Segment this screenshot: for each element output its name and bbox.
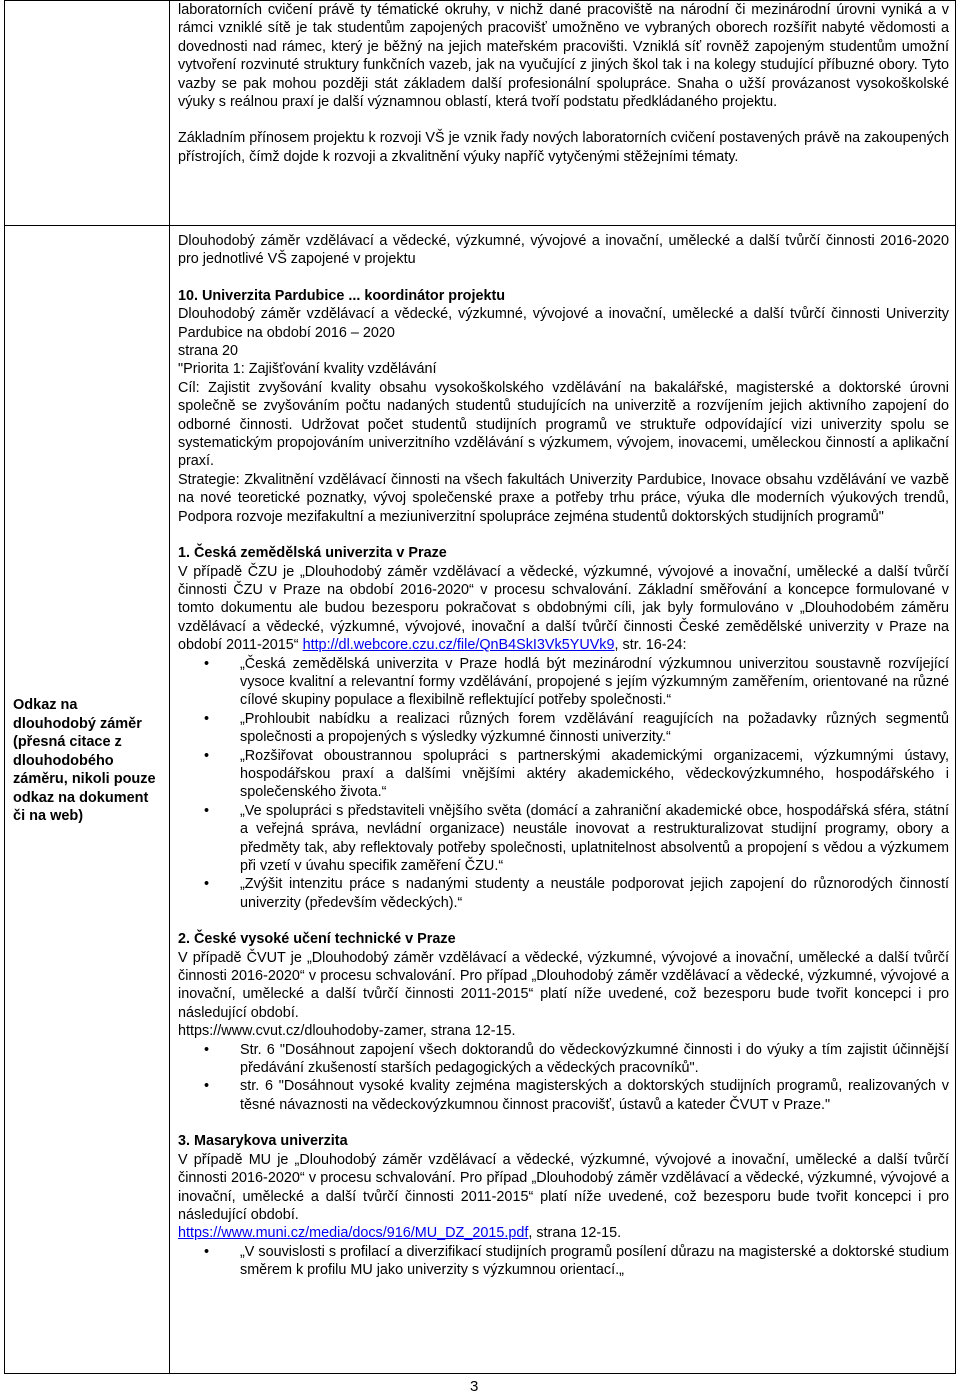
list-item: • „Ve spolupráci s představiteli vnějšího světa (domácí a zahraniční akademické obce, hospodářská sféra, státní a veřejná správa, nevládní organizace) neustále inovovat a restrukturalizovat studijní programy, obory a předměty tak, aby reflektovaly potřeby společnosti, uplatnitelnost absolventů a propojení s vědou a výzkumem při vzetí v úvahu specifik zaměření ČZU.“ [204, 802, 949, 874]
upa-line: Strategie: Zkvalitnění vzdělávací činnosti na všech fakultách Univerzity Pardubice, Inovace obsahu vzdělávání ve vazbě na nové teoretické poznatky, vývoj společenské praxe a potřeby trhu práce, výuka dle moderních výukových trendů, Podpora rozvoje mezifakultní a meziuniverzitní spolupráce zejména studentů doktorských studijních programů" [178, 471, 949, 525]
page-number: 3 [470, 1378, 479, 1395]
left-cell-empty [5, 1, 170, 226]
bullet-icon: • [204, 747, 210, 764]
upa-line: Cíl: Zajistit zvyšování kvality obsahu vysokoškolského vzdělávání na bakalářské, magisterské a doktorské úrovni společně se zvyšováním počtu nadaných studentů studujících na univerzitě a rozvíjením jejich aktivního zapojení do odborné činnosti. Udržovat počet studentů studijních programů ve struktuře odpovídající vizi univerzity spolu se systematickým propojováním univerzitního vzdělávání s výzkumem, vývojem, inovacemi, uměleckou činností a aplikační praxí. [178, 379, 949, 470]
mu-heading: 3. Masarykova univerzita [178, 1133, 348, 1150]
bullet-icon: • [204, 710, 210, 727]
czu-heading: 1. Česká zemědělská univerzita v Praze [178, 545, 447, 562]
list-item: • „V souvislosti s profilací a diverzifikací studijních programů posílení důrazu na magisterské a doktorské studium směrem k profilu MU jako univerzity s výzkumnou orientací.„ [204, 1243, 949, 1279]
row-label: Odkaz na dlouhodobý záměr (přesná citace z dlouhodobého záměru, nikoli pouze odkaz na dokument či na web) [13, 697, 156, 824]
upa-heading: 10. Univerzita Pardubice ... koordinátor projektu [178, 287, 506, 304]
bullet-icon: • [204, 802, 210, 819]
list-item: • str. 6 "Dosáhnout vysoké kvality zejména magisterských a doktorských studijních programů, realizovaných v těsné návaznosti na vědeckovýzkumnou činnost pracovišť, ústavů a kateder ČVUT v Praze." [204, 1078, 949, 1113]
czu-bullet-list [178, 655, 949, 913]
left-cell-label [5, 226, 170, 1374]
czu-link[interactable]: http://dl.webcore.czu.cz/file/QnB4SkI3Vk5YUVk9 [302, 637, 615, 654]
upa-line: Dlouhodobý záměr vzdělávací a vědecké, výzkumné, vývojové a inovační, umělecké a další tvůrčí činnosti Univerzity Pardubice na období 2016 – 2020 [178, 306, 949, 341]
upa-line: "Priorita 1: Zajišťování kvality vzdělávání [178, 361, 437, 378]
cvut-bullet-list [178, 1041, 949, 1115]
bullet-icon: • [204, 876, 210, 893]
mu-bullet-list [178, 1243, 949, 1280]
benefit-paragraph: Základním přínosem projektu k rozvoji VŠ je vznik řady nových laboratorních cvičení postavených právě na zakoupených přístrojích, čímž dojde k rozvoji a zkvalitnění výuky napříč vytyčenými stěžejními tématy. [178, 130, 949, 165]
project-description-cell [170, 1, 956, 226]
long-term-plan-cell [170, 226, 956, 1374]
document-table [4, 0, 956, 1374]
mu-paragraph: V případě MU je „Dlouhodobý záměr vzdělávací a vědecké, výzkumné, vývojové a inovační, umělecké a další tvůrčí činnosti 2016-2020“ v procesu schvalování. Pro případ „Dlouhodobý záměr vzdělávací a vědecké, výzkumné, vývojové a inovační, umělecké a další tvůrčí činnosti 2011-2015“ platí níže uvedené, což bezesporu bude tvořit koncepci i pro následující období. [178, 1151, 949, 1223]
mu-link-line [178, 1224, 949, 1242]
list-item: • „Zvýšit intenzitu práce s nadanými studenty a neustále podporovat jejich zapojení do různorodých činností univerzity (především vědeckých).“ [204, 876, 949, 911]
czu-text: V případě ČZU je „Dlouhodobý záměr vzdělávací a vědecké, výzkumné, vývojové a inovační, umělecké a další tvůrčí činnosti ČZU v Praze na období 2016-2020“ v procesu schvalování. Základní směřování a koncepce formulované v tomto dokumentu ale budou bezesporu pokračovat s obdobnými cíli, jak byly formulováno v „Dlouhodobém záměru vzdělávací a vědecké, výzkumné, vývojové, inovační a další tvůrčí činnosti České zemědělské univerzity v Praze na období 2011-2015“ [178, 563, 949, 654]
bullet-icon: • [204, 1041, 210, 1058]
list-item: • „Rozšiřovat oboustrannou spolupráci s partnerskými akademickými organizacemi, výzkumnými ústavy, hospodářskou praxí a dalšími vnějšími aktéry akademického, vědeckovýzkumného, hospodářského i společenského života.“ [204, 747, 949, 801]
bullet-icon: • [204, 655, 210, 672]
cvut-paragraph: V případě ČVUT je „Dlouhodobý záměr vzdělávací a vědecké, výzkumné, vývojové a inovační, umělecké a další tvůrčí činnosti 2016-2020“ v procesu schvalování. Pro případ „Dlouhodobý záměr vzdělávací a vědecké, výzkumné, vývojové a inovační, umělecké a další tvůrčí činnosti 2011-2015“ platí níže uvedené, což bezesporu bude tvořit koncepci i pro následující období. [178, 949, 949, 1021]
upa-line: strana 20 [178, 343, 239, 360]
intro-paragraph: Dlouhodobý záměr vzdělávací a vědecké, výzkumné, vývojové a inovační, umělecké a další tvůrčí činnosti 2016-2020 pro jednotlivé VŠ zapojené v projektu [178, 233, 949, 268]
list-item: • „Česká zemědělská univerzita v Praze hodlá být mezinárodní výzkumnou univerzitou soustavně rozvíjející vysoce kvalitní a relevantní formy vzdělávání, propojené s jejím výzkumným zaměřením, orientované na různé cílové skupiny populace a flexibilně reflektující potřeby společnosti.“ [204, 655, 949, 709]
description-paragraph: laboratorních cvičení právě ty tématické okruhy, v nichž dané pracoviště na národní či mezinárodní úrovni vyniká a v rámci vzniklé sítě je tak studentům zapojených pracovišť umožněno ve vybraných oborech rozšířit nabyté vědomosti a dovednosti nad rámec, který je běžný na jejich mateřském pracovišti. Vzniklá síť rovněž zapojeným studentům umožní vytvoření rozvinuté struktury funkčních vazeb, jak na vyučující z jiných škol tak i na kolegy studující příbuzné obory. Tyto vazby se pak mohou později stát základem další profesionální spolupráce. Snaha o užší provázanost vysokoškolské výuky s reálnou praxí je další významnou oblastí, která tvoří podstatu předkládaného projektu. [178, 2, 949, 111]
cvut-url: https://www.cvut.cz/dlouhodoby-zamer, strana 12-15. [178, 1023, 516, 1040]
cvut-heading: 2. České vysoké učení technické v Praze [178, 931, 456, 948]
bullet-icon: • [204, 1078, 210, 1095]
table-row [5, 1, 956, 226]
list-item: • Str. 6 "Dosáhnout zapojení všech doktorandů do vědeckovýzkumné činnosti i do výuky a tím zajistit účinnější předávání zkušeností starších pedagogických a vědeckých pracovníků". [204, 1041, 949, 1077]
mu-link-suffix: , strana 12-15. [528, 1225, 622, 1242]
czu-paragraph [178, 563, 949, 655]
bullet-icon: • [204, 1243, 210, 1260]
table-row [5, 226, 956, 1374]
czu-link-suffix: , str. 16-24: [614, 637, 687, 654]
mu-link[interactable]: https://www.muni.cz/media/docs/916/MU_DZ_2015.pdf [178, 1225, 529, 1242]
list-item: • „Prohloubit nabídku a realizaci různých forem vzdělávání reagujících na požadavky různých segmentů společnosti a propojených s výsledky výzkumné činnosti univerzity.“ [204, 710, 949, 746]
